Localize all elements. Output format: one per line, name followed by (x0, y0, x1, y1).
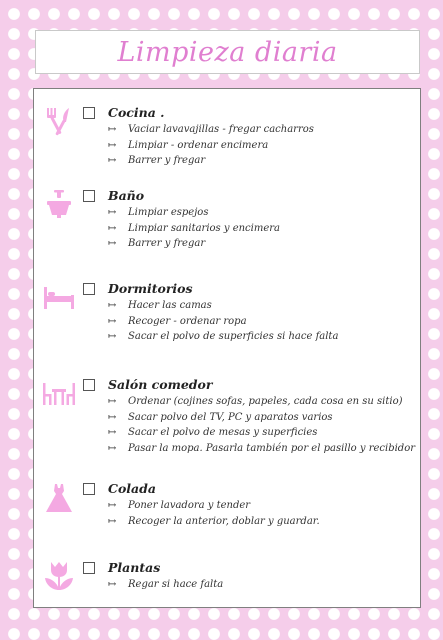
arrow-icon: ↦ (108, 139, 117, 151)
task-item (108, 577, 223, 593)
task-item (108, 314, 338, 330)
arrow-icon: ↦ (108, 124, 117, 135)
checkbox-colada[interactable] (83, 483, 95, 495)
tulip-icon (42, 560, 76, 594)
section-title: Salón comedor (108, 377, 213, 392)
arrow-icon: ↦ (108, 427, 117, 438)
arrow-icon: ↦ (108, 331, 117, 342)
section-title: Cocina . (108, 105, 165, 120)
checkbox-plantas[interactable] (83, 562, 95, 574)
dining-table-icon (42, 377, 76, 411)
task-item (108, 394, 415, 410)
checkbox-salon-comedor[interactable] (83, 379, 95, 391)
dress-icon (42, 481, 76, 515)
task-text: Sacar el polvo de superficies si hace falta (128, 331, 339, 342)
sink-icon (42, 188, 76, 222)
section-title: Plantas (108, 560, 161, 575)
arrow-icon: ↦ (108, 579, 117, 590)
bed-icon (42, 281, 76, 315)
task-item (108, 205, 280, 221)
arrow-icon: ↦ (108, 222, 117, 234)
task-text: Barrer y fregar (128, 155, 206, 166)
task-text: Pasar la mopa. Pasarla también por el pasillo y recibidor (128, 442, 416, 454)
task-text: Regar si hace falta (128, 579, 224, 590)
task-item (108, 441, 415, 457)
task-item (108, 153, 314, 169)
task-text: Vaciar lavavajillas - fregar cacharros (128, 124, 314, 135)
task-item (108, 410, 415, 426)
arrow-icon: ↦ (108, 300, 117, 311)
task-item (108, 514, 320, 530)
arrow-icon: ↦ (108, 500, 117, 511)
task-text: Hacer las camas (128, 300, 212, 311)
task-item (108, 329, 338, 345)
task-text: Recoger la anterior, doblar y guardar. (128, 515, 320, 527)
title-banner (35, 30, 420, 74)
checkbox-dormitorios[interactable] (83, 283, 95, 295)
checklist-card (33, 88, 421, 608)
task-item (108, 498, 320, 514)
task-text: Recoger - ordenar ropa (128, 315, 247, 327)
fork-knife-icon (42, 105, 76, 139)
task-text: Limpiar sanitarios y encimera (128, 222, 280, 234)
arrow-icon: ↦ (108, 411, 117, 423)
arrow-icon: ↦ (108, 155, 117, 166)
task-item (108, 122, 314, 138)
task-item (108, 138, 314, 154)
task-text: Sacar el polvo de mesas y superficies (128, 427, 318, 438)
task-text: Sacar polvo del TV, PC y aparatos varios (128, 411, 333, 423)
task-text: Barrer y fregar (128, 238, 206, 249)
task-item (108, 221, 280, 237)
checkbox-bano[interactable] (83, 190, 95, 202)
arrow-icon: ↦ (108, 315, 117, 327)
arrow-icon: ↦ (108, 207, 117, 218)
checkbox-cocina[interactable] (83, 107, 95, 119)
section-title: Baño (108, 188, 145, 203)
page-title: Limpieza diaria (117, 36, 338, 68)
arrow-icon: ↦ (108, 442, 117, 454)
arrow-icon: ↦ (108, 396, 117, 407)
section-title: Colada (108, 481, 156, 496)
task-text: Limpiar - ordenar encimera (128, 139, 269, 151)
task-item (108, 236, 280, 252)
task-text: Limpiar espejos (128, 207, 209, 218)
arrow-icon: ↦ (108, 238, 117, 249)
task-text: Poner lavadora y tender (128, 500, 251, 511)
task-item (108, 425, 415, 441)
section-title: Dormitorios (108, 281, 193, 296)
arrow-icon: ↦ (108, 515, 117, 527)
task-text: Ordenar (cojines sofas, papeles, cada cosa en su sitio) (128, 396, 403, 407)
task-item (108, 298, 338, 314)
